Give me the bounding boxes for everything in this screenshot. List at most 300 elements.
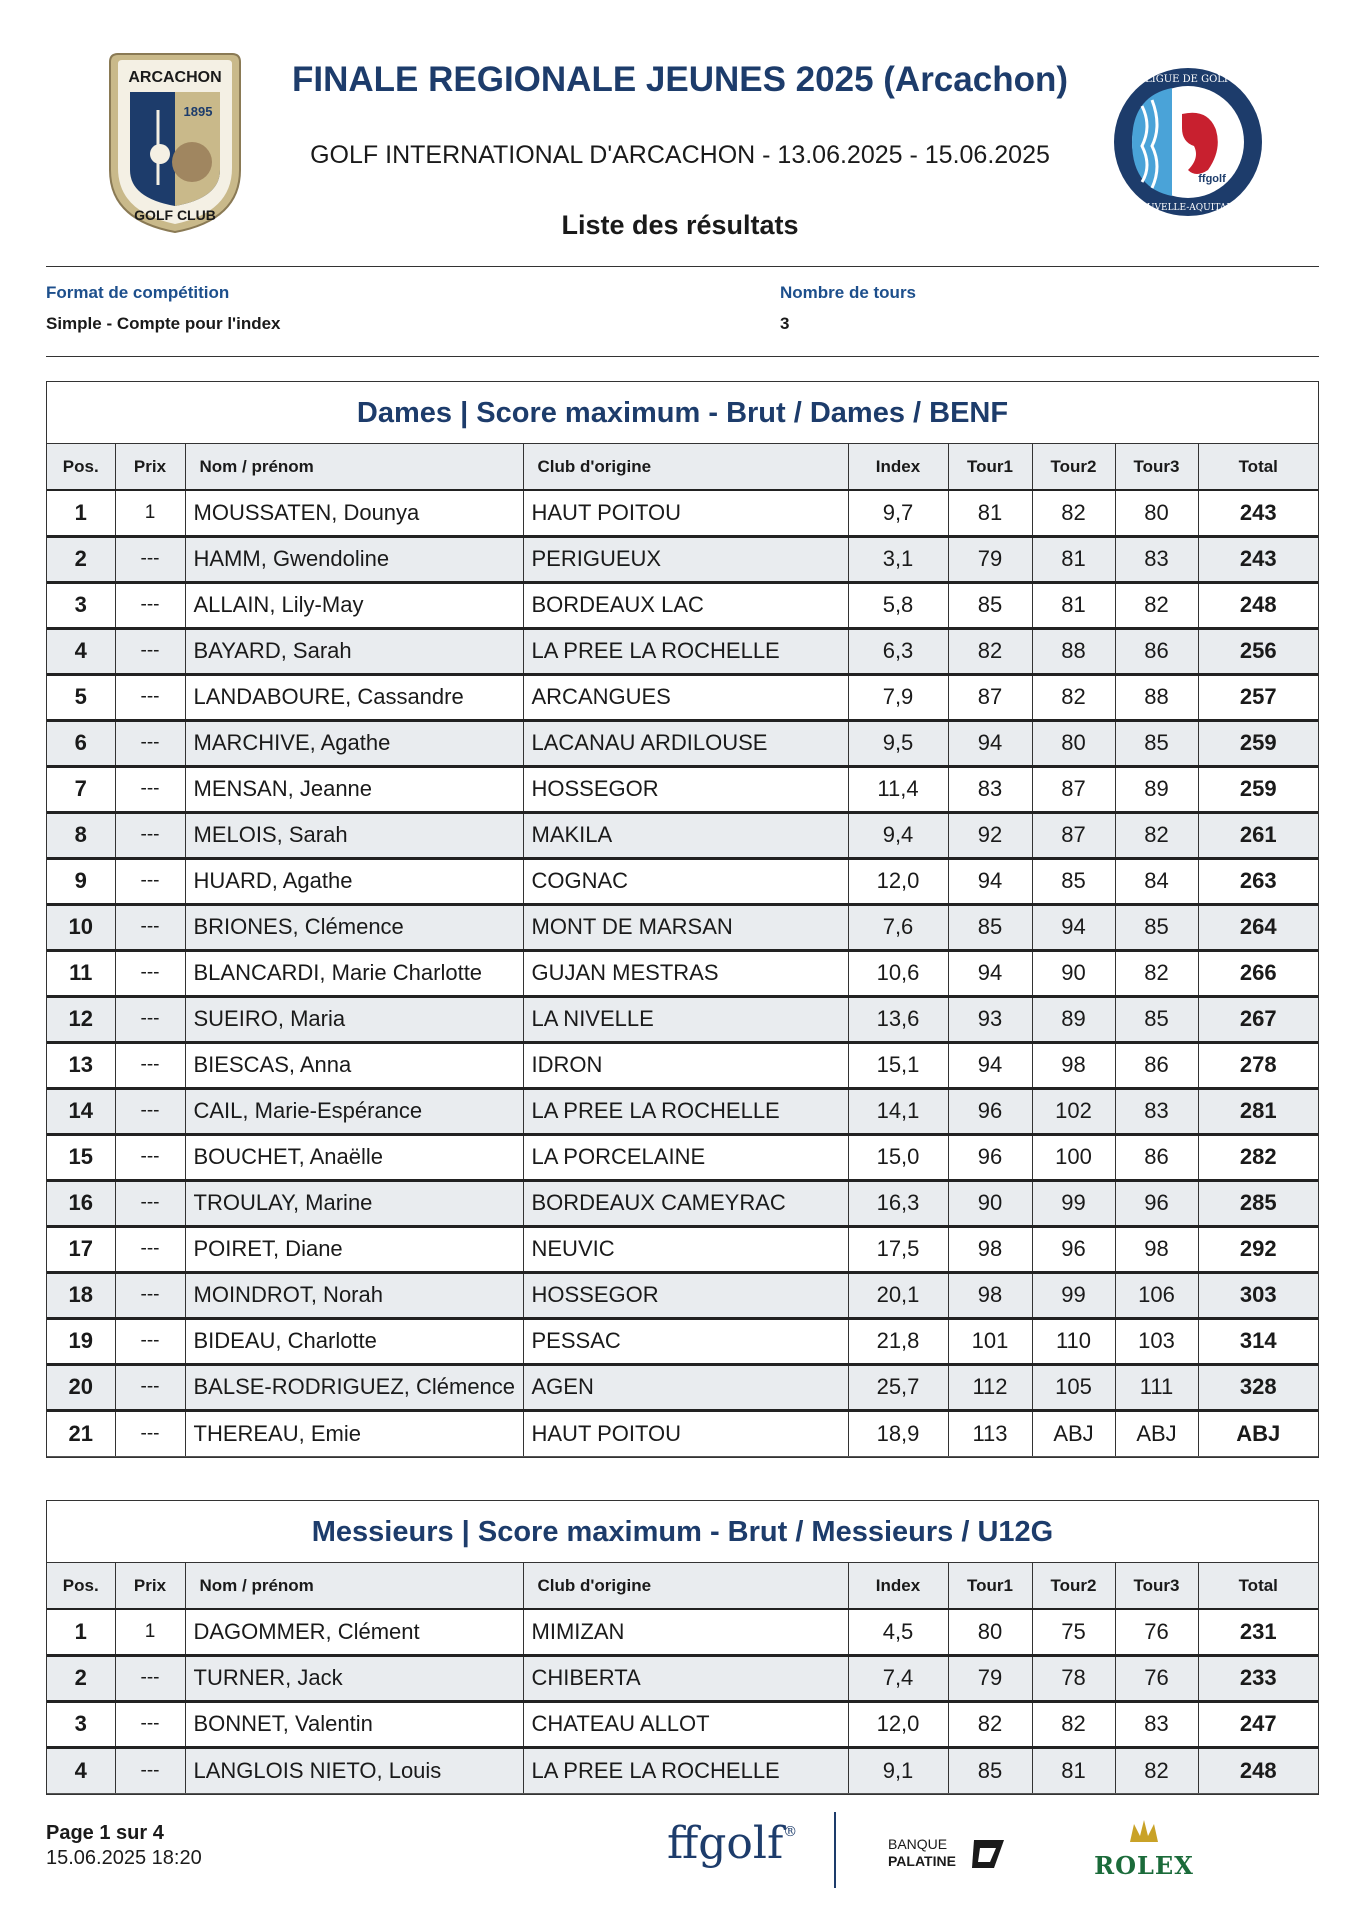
- tour1-cell: 87: [948, 674, 1032, 720]
- prize-cell: ---: [115, 1655, 185, 1701]
- index-cell: 9,4: [848, 812, 948, 858]
- svg-text:GOLF CLUB: GOLF CLUB: [134, 207, 216, 223]
- total-cell: 281: [1198, 1088, 1318, 1134]
- tour1-cell: 94: [948, 1042, 1032, 1088]
- total-cell: 292: [1198, 1226, 1318, 1272]
- prize-cell: ---: [115, 1088, 185, 1134]
- index-cell: 7,6: [848, 904, 948, 950]
- tour3-cell: 83: [1115, 1701, 1198, 1747]
- tour1-cell: 79: [948, 1655, 1032, 1701]
- tour3-cell: 82: [1115, 1747, 1198, 1793]
- index-cell: 10,6: [848, 950, 948, 996]
- total-cell: 243: [1198, 536, 1318, 582]
- club-cell: NEUVIC: [523, 1226, 848, 1272]
- tour1-cell: 98: [948, 1272, 1032, 1318]
- tour3-cell: 85: [1115, 720, 1198, 766]
- tour2-cell: 82: [1032, 1701, 1115, 1747]
- tour1-cell: 94: [948, 950, 1032, 996]
- club-cell: AGEN: [523, 1364, 848, 1410]
- position-cell: 1: [47, 1609, 115, 1655]
- index-cell: 7,4: [848, 1655, 948, 1701]
- club-cell: LA PREE LA ROCHELLE: [523, 1088, 848, 1134]
- column-header: Nom / prénom: [185, 444, 523, 490]
- tour3-cell: 106: [1115, 1272, 1198, 1318]
- tour1-cell: 94: [948, 858, 1032, 904]
- prize-cell: ---: [115, 720, 185, 766]
- svg-text:1895: 1895: [183, 104, 213, 119]
- tour3-cell: 80: [1115, 490, 1198, 536]
- total-cell: 314: [1198, 1318, 1318, 1364]
- name-cell: MENSAN, Jeanne: [185, 766, 523, 812]
- prize-cell: ---: [115, 1134, 185, 1180]
- print-date: 15.06.2025 18:20: [46, 1847, 202, 1869]
- club-cell: IDRON: [523, 1042, 848, 1088]
- total-cell: 261: [1198, 812, 1318, 858]
- column-header: Club d'origine: [523, 1563, 848, 1609]
- table-row: [47, 674, 1318, 720]
- tour2-cell: 81: [1032, 536, 1115, 582]
- tour3-cell: 86: [1115, 1134, 1198, 1180]
- name-cell: BLANCARDI, Marie Charlotte: [185, 950, 523, 996]
- column-header: Total: [1198, 444, 1318, 490]
- svg-text:BANQUE: BANQUE: [888, 1836, 948, 1852]
- table-row: [47, 858, 1318, 904]
- tour3-cell: 82: [1115, 582, 1198, 628]
- club-cell: HOSSEGOR: [523, 766, 848, 812]
- results-table: [47, 1563, 1318, 1794]
- tour2-cell: ABJ: [1032, 1410, 1115, 1456]
- total-cell: 303: [1198, 1272, 1318, 1318]
- prize-cell: ---: [115, 1747, 185, 1793]
- svg-text:PALATINE: PALATINE: [888, 1853, 956, 1869]
- total-cell: 259: [1198, 720, 1318, 766]
- rounds-label: Nombre de tours: [780, 283, 917, 302]
- prize-cell: ---: [115, 1042, 185, 1088]
- position-cell: 12: [47, 996, 115, 1042]
- column-header: Tour2: [1032, 1563, 1115, 1609]
- ffgolf-logo: ffgolf®: [667, 1818, 798, 1869]
- name-cell: BALSE-RODRIGUEZ, Clémence: [185, 1364, 523, 1410]
- position-cell: 3: [47, 1701, 115, 1747]
- index-cell: 9,5: [848, 720, 948, 766]
- name-cell: MOINDROT, Norah: [185, 1272, 523, 1318]
- column-header: Tour1: [948, 444, 1032, 490]
- name-cell: TROULAY, Marine: [185, 1180, 523, 1226]
- table-row: [47, 904, 1318, 950]
- index-cell: 12,0: [848, 1701, 948, 1747]
- total-cell: 231: [1198, 1609, 1318, 1655]
- tour3-cell: 85: [1115, 904, 1198, 950]
- table-row: [47, 536, 1318, 582]
- tour3-cell: 76: [1115, 1609, 1198, 1655]
- tour1-cell: 85: [948, 904, 1032, 950]
- position-cell: 19: [47, 1318, 115, 1364]
- tour2-cell: 75: [1032, 1609, 1115, 1655]
- index-cell: 17,5: [848, 1226, 948, 1272]
- position-cell: 15: [47, 1134, 115, 1180]
- footer-divider: [834, 1812, 836, 1888]
- position-cell: 7: [47, 766, 115, 812]
- club-cell: HAUT POITOU: [523, 490, 848, 536]
- position-cell: 18: [47, 1272, 115, 1318]
- table-row: [47, 1701, 1318, 1747]
- svg-text:ffgolf: ffgolf: [1198, 173, 1226, 185]
- results-section-dames: [46, 381, 1319, 1458]
- club-cell: HOSSEGOR: [523, 1272, 848, 1318]
- name-cell: MOUSSATEN, Dounya: [185, 490, 523, 536]
- prize-cell: ---: [115, 1272, 185, 1318]
- tour1-cell: 82: [948, 1701, 1032, 1747]
- name-cell: BONNET, Valentin: [185, 1701, 523, 1747]
- page-number: Page 1 sur 4: [46, 1822, 164, 1844]
- tour2-cell: 99: [1032, 1180, 1115, 1226]
- tour2-cell: 87: [1032, 766, 1115, 812]
- column-header: Prix: [115, 444, 185, 490]
- total-cell: 264: [1198, 904, 1318, 950]
- position-cell: 20: [47, 1364, 115, 1410]
- club-cell: LA PREE LA ROCHELLE: [523, 1747, 848, 1793]
- club-cell: LA PREE LA ROCHELLE: [523, 628, 848, 674]
- column-header: Tour3: [1115, 1563, 1198, 1609]
- index-cell: 11,4: [848, 766, 948, 812]
- tour2-cell: 85: [1032, 858, 1115, 904]
- table-row: [47, 582, 1318, 628]
- name-cell: BIESCAS, Anna: [185, 1042, 523, 1088]
- position-cell: 2: [47, 1655, 115, 1701]
- total-cell: 267: [1198, 996, 1318, 1042]
- index-cell: 5,8: [848, 582, 948, 628]
- name-cell: THEREAU, Emie: [185, 1410, 523, 1456]
- column-header: Prix: [115, 1563, 185, 1609]
- total-cell: 248: [1198, 582, 1318, 628]
- tour1-cell: 94: [948, 720, 1032, 766]
- index-cell: 7,9: [848, 674, 948, 720]
- page-title: FINALE REGIONALE JEUNES 2025 (Arcachon): [292, 60, 1068, 99]
- table-row: [47, 1655, 1318, 1701]
- position-cell: 2: [47, 536, 115, 582]
- tour2-cell: 110: [1032, 1318, 1115, 1364]
- arcachon-golf-club-logo: [100, 50, 250, 235]
- position-cell: 14: [47, 1088, 115, 1134]
- tour3-cell: 88: [1115, 674, 1198, 720]
- position-cell: 4: [47, 1747, 115, 1793]
- table-row: [47, 950, 1318, 996]
- tour2-cell: 88: [1032, 628, 1115, 674]
- prize-cell: ---: [115, 536, 185, 582]
- table-row: [47, 1226, 1318, 1272]
- table-row: [47, 1318, 1318, 1364]
- total-cell: 233: [1198, 1655, 1318, 1701]
- column-header: Nom / prénom: [185, 1563, 523, 1609]
- tour1-cell: 113: [948, 1410, 1032, 1456]
- tour1-cell: 80: [948, 1609, 1032, 1655]
- prize-cell: ---: [115, 904, 185, 950]
- prize-cell: ---: [115, 1364, 185, 1410]
- table-row: [47, 1180, 1318, 1226]
- position-cell: 10: [47, 904, 115, 950]
- tour2-cell: 87: [1032, 812, 1115, 858]
- club-cell: CHIBERTA: [523, 1655, 848, 1701]
- position-cell: 11: [47, 950, 115, 996]
- tour2-cell: 80: [1032, 720, 1115, 766]
- total-cell: 247: [1198, 1701, 1318, 1747]
- name-cell: LANGLOIS NIETO, Louis: [185, 1747, 523, 1793]
- tour1-cell: 92: [948, 812, 1032, 858]
- total-cell: ABJ: [1198, 1410, 1318, 1456]
- column-header: Club d'origine: [523, 444, 848, 490]
- club-cell: ARCANGUES: [523, 674, 848, 720]
- index-cell: 15,1: [848, 1042, 948, 1088]
- total-cell: 248: [1198, 1747, 1318, 1793]
- tour1-cell: 85: [948, 1747, 1032, 1793]
- position-cell: 9: [47, 858, 115, 904]
- svg-text:ARCACHON: ARCACHON: [128, 69, 222, 86]
- index-cell: 12,0: [848, 858, 948, 904]
- name-cell: DAGOMMER, Clément: [185, 1609, 523, 1655]
- club-cell: MONT DE MARSAN: [523, 904, 848, 950]
- tour1-cell: 90: [948, 1180, 1032, 1226]
- name-cell: LANDABOURE, Cassandre: [185, 674, 523, 720]
- tour2-cell: 78: [1032, 1655, 1115, 1701]
- info-divider: [46, 356, 1319, 357]
- prize-cell: 1: [115, 1609, 185, 1655]
- tour2-cell: 89: [1032, 996, 1115, 1042]
- name-cell: HAMM, Gwendoline: [185, 536, 523, 582]
- total-cell: 259: [1198, 766, 1318, 812]
- total-cell: 282: [1198, 1134, 1318, 1180]
- index-cell: 20,1: [848, 1272, 948, 1318]
- prize-cell: ---: [115, 1701, 185, 1747]
- table-row: [47, 1272, 1318, 1318]
- list-title: Liste des résultats: [561, 210, 799, 240]
- index-cell: 25,7: [848, 1364, 948, 1410]
- index-cell: 9,7: [848, 490, 948, 536]
- tour1-cell: 81: [948, 490, 1032, 536]
- table-row: [47, 766, 1318, 812]
- name-cell: MARCHIVE, Agathe: [185, 720, 523, 766]
- tour2-cell: 96: [1032, 1226, 1115, 1272]
- table-row: [47, 720, 1318, 766]
- table-row: [47, 628, 1318, 674]
- index-cell: 6,3: [848, 628, 948, 674]
- club-cell: LA PORCELAINE: [523, 1134, 848, 1180]
- club-cell: CHATEAU ALLOT: [523, 1701, 848, 1747]
- tour3-cell: 103: [1115, 1318, 1198, 1364]
- name-cell: MELOIS, Sarah: [185, 812, 523, 858]
- position-cell: 17: [47, 1226, 115, 1272]
- tour3-cell: 96: [1115, 1180, 1198, 1226]
- total-cell: 266: [1198, 950, 1318, 996]
- format-label: Format de compétition: [46, 283, 230, 302]
- total-cell: 285: [1198, 1180, 1318, 1226]
- tour3-cell: 84: [1115, 858, 1198, 904]
- position-cell: 16: [47, 1180, 115, 1226]
- table-header-row: [47, 444, 1318, 490]
- prize-cell: ---: [115, 812, 185, 858]
- index-cell: 4,5: [848, 1609, 948, 1655]
- table-row: [47, 1747, 1318, 1793]
- results-table: [47, 444, 1318, 1457]
- index-cell: 14,1: [848, 1088, 948, 1134]
- header-divider: [46, 266, 1319, 267]
- prize-cell: ---: [115, 1180, 185, 1226]
- position-cell: 3: [47, 582, 115, 628]
- position-cell: 1: [47, 490, 115, 536]
- tour1-cell: 96: [948, 1088, 1032, 1134]
- tour2-cell: 98: [1032, 1042, 1115, 1088]
- prize-cell: ---: [115, 1410, 185, 1456]
- total-cell: 278: [1198, 1042, 1318, 1088]
- index-cell: 18,9: [848, 1410, 948, 1456]
- column-header: Pos.: [47, 1563, 115, 1609]
- prize-cell: 1: [115, 490, 185, 536]
- tour2-cell: 82: [1032, 490, 1115, 536]
- tour1-cell: 101: [948, 1318, 1032, 1364]
- name-cell: SUEIRO, Maria: [185, 996, 523, 1042]
- rolex-logo: ROLEX: [1094, 1818, 1194, 1878]
- tour1-cell: 96: [948, 1134, 1032, 1180]
- tour1-cell: 85: [948, 582, 1032, 628]
- total-cell: 257: [1198, 674, 1318, 720]
- name-cell: BOUCHET, Anaëlle: [185, 1134, 523, 1180]
- club-cell: MAKILA: [523, 812, 848, 858]
- results-section-messieurs: [46, 1500, 1319, 1795]
- position-cell: 13: [47, 1042, 115, 1088]
- index-cell: 13,6: [848, 996, 948, 1042]
- tour2-cell: 90: [1032, 950, 1115, 996]
- column-header: Pos.: [47, 444, 115, 490]
- tour2-cell: 105: [1032, 1364, 1115, 1410]
- name-cell: TURNER, Jack: [185, 1655, 523, 1701]
- svg-text:NOUVELLE-AQUITAINE: NOUVELLE-AQUITAINE: [1131, 203, 1245, 213]
- tour2-cell: 81: [1032, 1747, 1115, 1793]
- column-header: Tour3: [1115, 444, 1198, 490]
- svg-text:LIGUE DE GOLF: LIGUE DE GOLF: [1145, 74, 1231, 85]
- club-cell: HAUT POITOU: [523, 1410, 848, 1456]
- table-header-row: [47, 1563, 1318, 1609]
- total-cell: 328: [1198, 1364, 1318, 1410]
- tour3-cell: 111: [1115, 1364, 1198, 1410]
- club-cell: PERIGUEUX: [523, 536, 848, 582]
- table-row: [47, 1088, 1318, 1134]
- tour1-cell: 83: [948, 766, 1032, 812]
- prize-cell: ---: [115, 1226, 185, 1272]
- tour3-cell: 86: [1115, 1042, 1198, 1088]
- tour2-cell: 82: [1032, 674, 1115, 720]
- tour1-cell: 98: [948, 1226, 1032, 1272]
- section-title: Messieurs | Score maximum - Brut / Messieurs / U12G: [47, 1501, 1318, 1563]
- tour3-cell: 85: [1115, 996, 1198, 1042]
- position-cell: 4: [47, 628, 115, 674]
- tour3-cell: 83: [1115, 1088, 1198, 1134]
- banque-palatine-logo: [886, 1834, 1006, 1874]
- tour2-cell: 102: [1032, 1088, 1115, 1134]
- index-cell: 9,1: [848, 1747, 948, 1793]
- prize-cell: ---: [115, 766, 185, 812]
- tour3-cell: ABJ: [1115, 1410, 1198, 1456]
- column-header: Tour1: [948, 1563, 1032, 1609]
- column-header: Index: [848, 444, 948, 490]
- tour3-cell: 82: [1115, 950, 1198, 996]
- tour3-cell: 76: [1115, 1655, 1198, 1701]
- tour3-cell: 83: [1115, 536, 1198, 582]
- club-cell: GUJAN MESTRAS: [523, 950, 848, 996]
- tour1-cell: 79: [948, 536, 1032, 582]
- tour3-cell: 86: [1115, 628, 1198, 674]
- name-cell: ALLAIN, Lily-May: [185, 582, 523, 628]
- table-row: [47, 996, 1318, 1042]
- prize-cell: ---: [115, 674, 185, 720]
- position-cell: 8: [47, 812, 115, 858]
- total-cell: 256: [1198, 628, 1318, 674]
- tour1-cell: 112: [948, 1364, 1032, 1410]
- tour3-cell: 98: [1115, 1226, 1198, 1272]
- table-row: [47, 812, 1318, 858]
- table-row: [47, 490, 1318, 536]
- club-cell: MIMIZAN: [523, 1609, 848, 1655]
- name-cell: CAIL, Marie-Espérance: [185, 1088, 523, 1134]
- tour3-cell: 82: [1115, 812, 1198, 858]
- club-cell: PESSAC: [523, 1318, 848, 1364]
- prize-cell: ---: [115, 628, 185, 674]
- table-row: [47, 1410, 1318, 1456]
- table-row: [47, 1609, 1318, 1655]
- tour2-cell: 100: [1032, 1134, 1115, 1180]
- position-cell: 6: [47, 720, 115, 766]
- tour1-cell: 82: [948, 628, 1032, 674]
- club-cell: COGNAC: [523, 858, 848, 904]
- club-cell: LACANAU ARDILOUSE: [523, 720, 848, 766]
- name-cell: HUARD, Agathe: [185, 858, 523, 904]
- position-cell: 5: [47, 674, 115, 720]
- table-row: [47, 1134, 1318, 1180]
- prize-cell: ---: [115, 582, 185, 628]
- club-cell: BORDEAUX LAC: [523, 582, 848, 628]
- column-header: Total: [1198, 1563, 1318, 1609]
- tour2-cell: 99: [1032, 1272, 1115, 1318]
- event-subtitle: GOLF INTERNATIONAL D'ARCACHON - 13.06.2025 - 15.06.2025: [310, 141, 1050, 169]
- ligue-golf-logo: [1112, 66, 1264, 218]
- table-row: [47, 1042, 1318, 1088]
- name-cell: BIDEAU, Charlotte: [185, 1318, 523, 1364]
- section-title: Dames | Score maximum - Brut / Dames / BENF: [47, 382, 1318, 444]
- index-cell: 16,3: [848, 1180, 948, 1226]
- format-value: Simple - Compte pour l'index: [46, 314, 281, 333]
- tour1-cell: 93: [948, 996, 1032, 1042]
- index-cell: 3,1: [848, 536, 948, 582]
- prize-cell: ---: [115, 950, 185, 996]
- column-header: Index: [848, 1563, 948, 1609]
- name-cell: POIRET, Diane: [185, 1226, 523, 1272]
- name-cell: BAYARD, Sarah: [185, 628, 523, 674]
- total-cell: 243: [1198, 490, 1318, 536]
- prize-cell: ---: [115, 996, 185, 1042]
- tour3-cell: 89: [1115, 766, 1198, 812]
- club-cell: LA NIVELLE: [523, 996, 848, 1042]
- rounds-value: 3: [780, 314, 790, 333]
- table-row: [47, 1364, 1318, 1410]
- club-cell: BORDEAUX CAMEYRAC: [523, 1180, 848, 1226]
- index-cell: 21,8: [848, 1318, 948, 1364]
- column-header: Tour2: [1032, 444, 1115, 490]
- prize-cell: ---: [115, 1318, 185, 1364]
- prize-cell: ---: [115, 858, 185, 904]
- index-cell: 15,0: [848, 1134, 948, 1180]
- name-cell: BRIONES, Clémence: [185, 904, 523, 950]
- position-cell: 21: [47, 1410, 115, 1456]
- tour2-cell: 94: [1032, 904, 1115, 950]
- tour2-cell: 81: [1032, 582, 1115, 628]
